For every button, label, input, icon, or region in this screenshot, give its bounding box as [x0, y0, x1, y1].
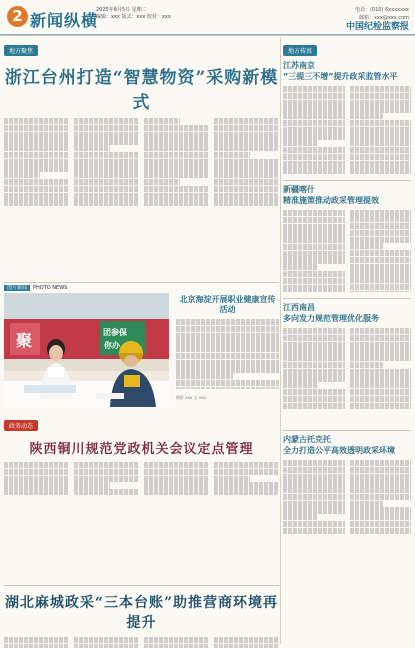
text-line: [214, 186, 279, 192]
text-line: [283, 278, 345, 284]
text-line: [74, 159, 139, 165]
newspaper-brand: 中国纪检监察报: [345, 22, 409, 32]
masthead: [0, 0, 415, 36]
text-line: [283, 140, 317, 146]
sidebar-item-kashgar: [283, 184, 411, 292]
text-line: [4, 489, 69, 495]
sidebar-item-title[interactable]: “三提三不增”提升政采监管水平: [283, 72, 398, 81]
sidebar-item-location: 内蒙古托克托: [283, 435, 331, 444]
text-line: [4, 199, 69, 205]
text-line: [144, 125, 209, 131]
sidebar-item-tuoketuo: [283, 434, 411, 564]
photo-credit: 摄影 xxx 文 xxx: [176, 395, 207, 400]
text-line: [214, 159, 279, 165]
story-shaanxi-body: [4, 462, 279, 582]
text-line: [4, 159, 69, 165]
text-line: [350, 250, 412, 256]
text-line: [144, 152, 209, 158]
text-line: [283, 147, 345, 153]
text-line: [350, 460, 412, 466]
text-line: [350, 355, 412, 361]
text-line: [350, 335, 412, 341]
text-line: [4, 125, 69, 131]
text-line: [283, 382, 317, 388]
text-line: [176, 366, 279, 372]
text-line: [214, 152, 250, 158]
text-line: [176, 373, 233, 379]
text-line: [350, 154, 412, 160]
text-line: [350, 230, 412, 236]
sidebar-item-location: 江苏南京: [283, 61, 315, 70]
story-shaanxi-headline[interactable]: 陕西铜川规范党政机关会议定点管理: [29, 442, 254, 457]
sidebar-item-title[interactable]: 多向发力规范管理优化服务: [283, 314, 379, 323]
text-line: [283, 251, 345, 257]
text-line: [144, 159, 209, 165]
sidebar-item-nanjing: [283, 60, 411, 174]
text-line: [283, 127, 345, 133]
text-line: [74, 138, 139, 144]
text-line: [283, 480, 345, 486]
sidebar-item-nanchang: [283, 302, 411, 424]
text-line: [144, 145, 209, 151]
text-line: [283, 396, 345, 402]
sidebar-item-body: [283, 460, 411, 564]
text-line: [283, 133, 345, 139]
sidebar-column: [283, 38, 411, 570]
sidebar-item-body: [283, 328, 411, 424]
text-line: [283, 375, 345, 381]
text-line: [144, 179, 180, 185]
text-line: [283, 335, 345, 341]
text-line: [4, 165, 69, 171]
text-line: [350, 328, 412, 334]
text-line: [283, 106, 345, 112]
text-line: [350, 474, 412, 480]
main-story-body: [4, 118, 279, 278]
text-line: [144, 469, 209, 475]
issue-staff: 编辑：xxx 版式：xxx 校对：xxx: [96, 14, 171, 20]
text-line: [4, 179, 69, 185]
text-line: [350, 494, 412, 500]
text-line: [350, 113, 384, 119]
issue-info: [96, 7, 216, 21]
text-line: [144, 186, 209, 192]
text-line: [350, 375, 412, 381]
sidebar-kicker: 地方传真: [283, 45, 317, 56]
text-line: [4, 193, 69, 199]
contact-email: 邮箱：xxx@xxx.com: [358, 15, 409, 21]
text-line: [350, 270, 412, 276]
text-line: [283, 154, 345, 160]
text-line: [283, 120, 345, 126]
photo-news-label-en: PHOTO NEWS: [33, 285, 68, 291]
text-line: [283, 161, 345, 167]
sidebar-item-body: [283, 210, 411, 292]
photo-news-tag: 图片新闻: [4, 285, 30, 291]
text-line: [74, 165, 139, 171]
banner-sign-text: 聚: [16, 331, 33, 350]
text-line: [283, 487, 345, 493]
text-line: [350, 140, 412, 146]
text-line: [350, 106, 412, 112]
text-line: [214, 145, 279, 151]
text-line: [4, 118, 69, 124]
sidebar-item-title[interactable]: 全力打造公平高效透明政采环境: [283, 446, 395, 455]
text-line: [176, 353, 279, 359]
text-line: [283, 389, 345, 395]
text-line: [4, 138, 69, 144]
text-line: [350, 93, 412, 99]
text-line: [74, 637, 139, 643]
text-line: [4, 145, 69, 151]
text-line: [144, 489, 209, 495]
text-line: [283, 217, 345, 223]
text-line: [74, 125, 139, 131]
text-line: [74, 118, 139, 124]
news-photo[interactable]: [4, 293, 169, 407]
text-line: [74, 462, 139, 468]
story-hubei: [4, 592, 279, 648]
text-line: [350, 382, 412, 388]
text-line: [350, 237, 412, 243]
text-line: [4, 476, 69, 482]
sidebar-divider: [283, 298, 411, 299]
text-line: [214, 132, 279, 138]
text-line: [350, 120, 412, 126]
text-line: [350, 521, 412, 527]
text-line: [350, 467, 412, 473]
text-line: [176, 346, 279, 352]
text-line: [144, 462, 209, 468]
text-line: [214, 476, 250, 482]
text-line: [4, 637, 69, 643]
text-line: [214, 637, 279, 643]
text-line: [144, 193, 209, 199]
text-line: [283, 403, 345, 409]
text-line: [350, 216, 412, 222]
contact-phone: 电话：(010) 6xxxxxxx: [355, 7, 409, 13]
sidebar-divider: [283, 430, 411, 431]
section-title: 新闻纵横: [30, 11, 99, 30]
text-line: [74, 199, 139, 205]
text-line: [214, 138, 279, 144]
text-line: [214, 179, 279, 185]
text-line: [350, 501, 384, 507]
text-line: [350, 362, 384, 368]
story-shaanxi: [4, 413, 279, 582]
text-line: [283, 257, 345, 263]
sidebar-item-body: [283, 86, 411, 174]
text-line: [74, 644, 139, 648]
text-line: [350, 127, 412, 133]
text-line: [350, 348, 412, 354]
main-column: [4, 38, 279, 648]
text-line: [176, 326, 279, 332]
story-hubei-headline[interactable]: 湖北麻城政采“三本台账”助推营商环境再提升: [4, 595, 279, 631]
text-line: [283, 100, 345, 106]
text-line: [74, 152, 139, 158]
photo-caption-title[interactable]: 北京海淀开展职业健康宣传活动: [179, 295, 276, 314]
text-line: [74, 482, 110, 488]
photo-news: [4, 282, 279, 407]
text-line: [176, 360, 279, 366]
text-line: [283, 113, 345, 119]
main-story-kicker: 地方聚焦: [4, 45, 38, 56]
text-line: [350, 133, 412, 139]
text-line: [350, 167, 412, 173]
text-line: [283, 264, 317, 270]
text-line: [350, 396, 412, 402]
text-line: [74, 469, 139, 475]
text-line: [283, 342, 345, 348]
photo-news-label: [4, 284, 67, 291]
text-line: [74, 145, 110, 151]
text-line: [214, 165, 279, 171]
text-line: [283, 514, 317, 520]
text-line: [4, 462, 69, 468]
text-line: [283, 355, 345, 361]
text-line: [283, 528, 345, 534]
text-line: [283, 210, 345, 216]
text-line: [214, 172, 279, 178]
text-line: [350, 342, 412, 348]
text-line: [283, 285, 345, 291]
text-line: [214, 462, 279, 468]
text-line: [4, 172, 40, 178]
text-line: [283, 501, 345, 507]
story-shaanxi-kicker: 政务动态: [4, 420, 38, 431]
text-line: [350, 403, 412, 409]
text-line: [350, 514, 412, 520]
text-line: [144, 644, 209, 648]
text-line: [214, 482, 279, 488]
text-line: [74, 476, 139, 482]
photo-caption-body: [176, 319, 279, 389]
text-line: [350, 507, 412, 513]
text-line: [350, 223, 412, 229]
sidebar-item-location: 江西南昌: [283, 303, 315, 312]
text-line: [144, 172, 209, 178]
masthead-rule: [0, 34, 415, 35]
text-line: [350, 86, 412, 92]
text-line: [283, 328, 345, 334]
text-line: [74, 186, 139, 192]
text-line: [144, 476, 209, 482]
text-line: [4, 469, 69, 475]
text-line: [144, 132, 209, 138]
text-line: [144, 637, 209, 643]
text-line: [350, 100, 412, 106]
text-line: [283, 362, 345, 368]
issue-date: 2025年8月5日 星期二: [96, 7, 147, 13]
text-line: [144, 165, 209, 171]
text-line: [283, 369, 345, 375]
text-line: [176, 319, 279, 325]
text-line: [350, 487, 412, 493]
text-line: [4, 132, 69, 138]
section-divider: [4, 585, 279, 586]
text-line: [74, 489, 139, 495]
text-line: [350, 480, 412, 486]
main-story: [4, 38, 279, 278]
sidebar-item-location: 新疆喀什: [283, 185, 315, 194]
text-line: [350, 243, 384, 249]
text-line: [144, 482, 209, 488]
text-line: [350, 147, 412, 153]
text-line: [74, 193, 139, 199]
text-line: [350, 264, 412, 270]
sidebar-item-title[interactable]: 精准施策推动政采管理提效: [283, 196, 379, 205]
text-line: [214, 125, 279, 131]
banner-sign-text: 你办: [104, 341, 120, 350]
text-line: [144, 118, 180, 124]
text-line: [283, 348, 345, 354]
text-line: [176, 333, 279, 339]
text-line: [214, 118, 279, 124]
text-line: [350, 277, 412, 283]
text-line: [350, 369, 412, 375]
text-line: [283, 507, 345, 513]
text-line: [74, 172, 139, 178]
story-hubei-body: [4, 637, 279, 648]
text-line: [283, 494, 345, 500]
column-divider: [280, 38, 281, 644]
text-line: [283, 271, 345, 277]
text-line: [283, 86, 345, 92]
text-line: [144, 138, 209, 144]
text-line: [283, 467, 345, 473]
text-line: [283, 230, 345, 236]
text-line: [214, 193, 279, 199]
text-line: [283, 93, 345, 99]
text-line: [283, 167, 345, 173]
main-story-headline[interactable]: 浙江台州打造“智慧物资”采购新模式: [4, 68, 279, 113]
text-line: [214, 644, 279, 648]
text-line: [283, 244, 345, 250]
text-line: [350, 528, 412, 534]
text-line: [283, 224, 345, 230]
text-line: [176, 339, 279, 345]
news-photo-image: [4, 293, 169, 407]
page-number-badge: 2: [7, 6, 28, 27]
text-line: [214, 469, 279, 475]
text-line: [350, 257, 412, 263]
text-line: [350, 389, 412, 395]
sidebar-divider: [283, 180, 411, 181]
text-line: [350, 284, 412, 290]
text-line: [283, 460, 345, 466]
text-line: [350, 161, 412, 167]
text-line: [176, 387, 279, 389]
text-line: [74, 132, 139, 138]
banner-sign-text: 团参保: [103, 328, 127, 337]
text-line: [283, 521, 345, 527]
text-line: [4, 482, 69, 488]
text-line: [4, 644, 69, 648]
text-line: [176, 380, 279, 386]
text-line: [283, 474, 345, 480]
text-line: [74, 179, 139, 185]
text-line: [4, 152, 69, 158]
text-line: [283, 237, 345, 243]
text-line: [4, 186, 69, 192]
text-line: [214, 489, 279, 495]
text-line: [214, 199, 279, 205]
text-line: [144, 199, 209, 205]
